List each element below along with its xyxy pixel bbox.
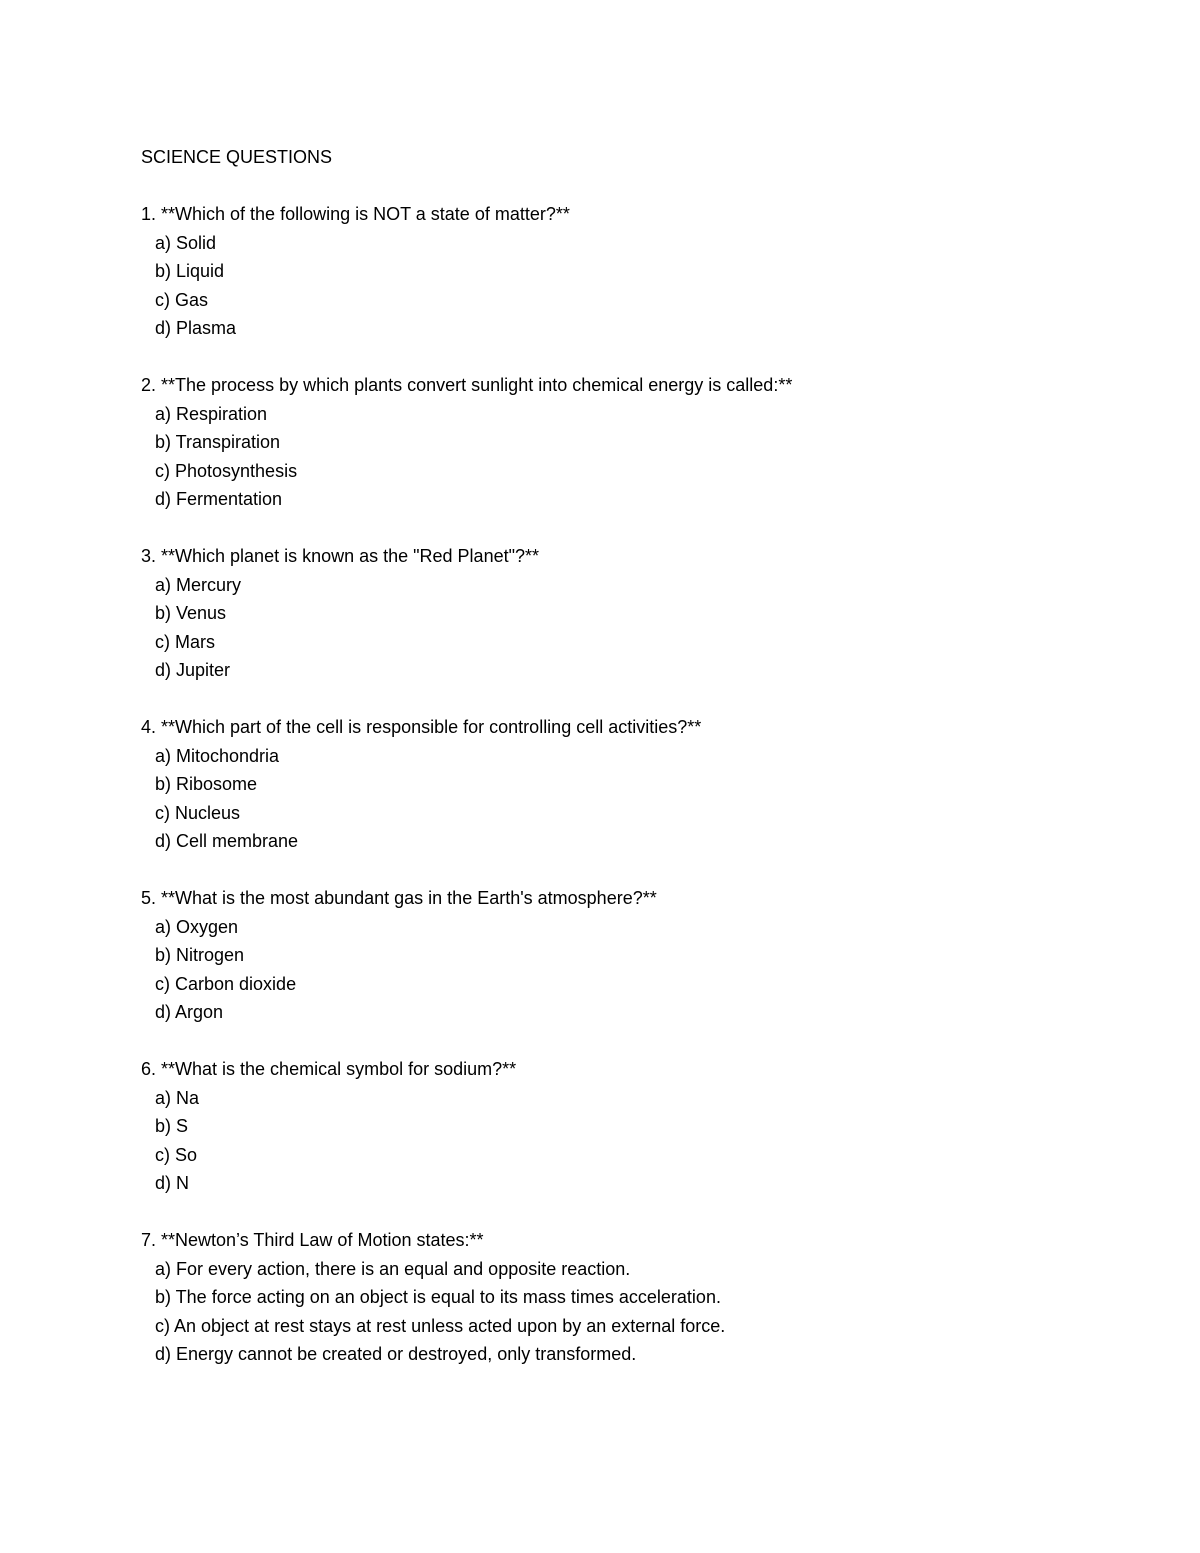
answer-option: d) Argon <box>155 1002 224 1022</box>
answer-option: d) Fermentation <box>155 489 283 509</box>
answer-option: b) Nitrogen <box>155 945 245 965</box>
answer-option: b) The force acting on an object is equal to its mass times acceleration. <box>155 1287 721 1307</box>
question-3 <box>141 542 1101 685</box>
answer-option: d) Cell membrane <box>155 831 299 851</box>
answer-option: c) Gas <box>155 289 209 310</box>
answer-option: b) Ribosome <box>155 774 258 794</box>
answer-option: a) Na <box>155 1087 200 1108</box>
document-content <box>141 143 1101 1397</box>
answer-option: d) Jupiter <box>155 660 231 680</box>
answer-option: a) Respiration <box>155 403 268 424</box>
question-text: 6. **What is the chemical symbol for sodium?** <box>141 1059 517 1079</box>
question-7 <box>141 1226 1101 1369</box>
answer-option: a) Mitochondria <box>155 745 280 766</box>
question-text: 1. **Which of the following is NOT a state of matter?** <box>141 204 570 224</box>
question-text: 2. **The process by which plants convert sunlight into chemical energy is called:** <box>141 375 793 395</box>
answer-option: c) Mars <box>155 631 215 652</box>
answer-option: d) Plasma <box>155 318 237 338</box>
answer-option: d) Energy cannot be created or destroyed, only transformed. <box>155 1344 637 1364</box>
document-title: SCIENCE QUESTIONS <box>141 147 333 167</box>
question-2 <box>141 371 1101 514</box>
answer-option: a) For every action, there is an equal and opposite reaction. <box>155 1258 631 1279</box>
question-6 <box>141 1055 1101 1198</box>
answer-option: b) Liquid <box>155 261 225 281</box>
answer-option: a) Mercury <box>155 574 242 595</box>
answer-option: b) Venus <box>155 603 227 623</box>
question-5 <box>141 884 1101 1027</box>
question-1 <box>141 200 1101 343</box>
answer-option: b) Transpiration <box>155 432 281 452</box>
question-4 <box>141 713 1101 856</box>
question-text: 5. **What is the most abundant gas in the Earth's atmosphere?** <box>141 888 657 908</box>
answer-option: c) Nucleus <box>155 802 241 823</box>
answer-option: d) N <box>155 1173 190 1193</box>
question-text: 7. **Newton’s Third Law of Motion states:** <box>141 1230 484 1250</box>
answer-option: a) Solid <box>155 232 217 253</box>
answer-option: b) S <box>155 1116 189 1136</box>
answer-option: c) Photosynthesis <box>155 460 298 481</box>
question-text: 3. **Which planet is known as the "Red Planet"?** <box>141 546 540 566</box>
answer-option: c) Carbon dioxide <box>155 973 297 994</box>
question-text: 4. **Which part of the cell is responsible for controlling cell activities?** <box>141 717 702 737</box>
answer-option: a) Oxygen <box>155 916 239 937</box>
answer-option: c) So <box>155 1144 198 1165</box>
answer-option: c) An object at rest stays at rest unless acted upon by an external force. <box>155 1315 726 1336</box>
